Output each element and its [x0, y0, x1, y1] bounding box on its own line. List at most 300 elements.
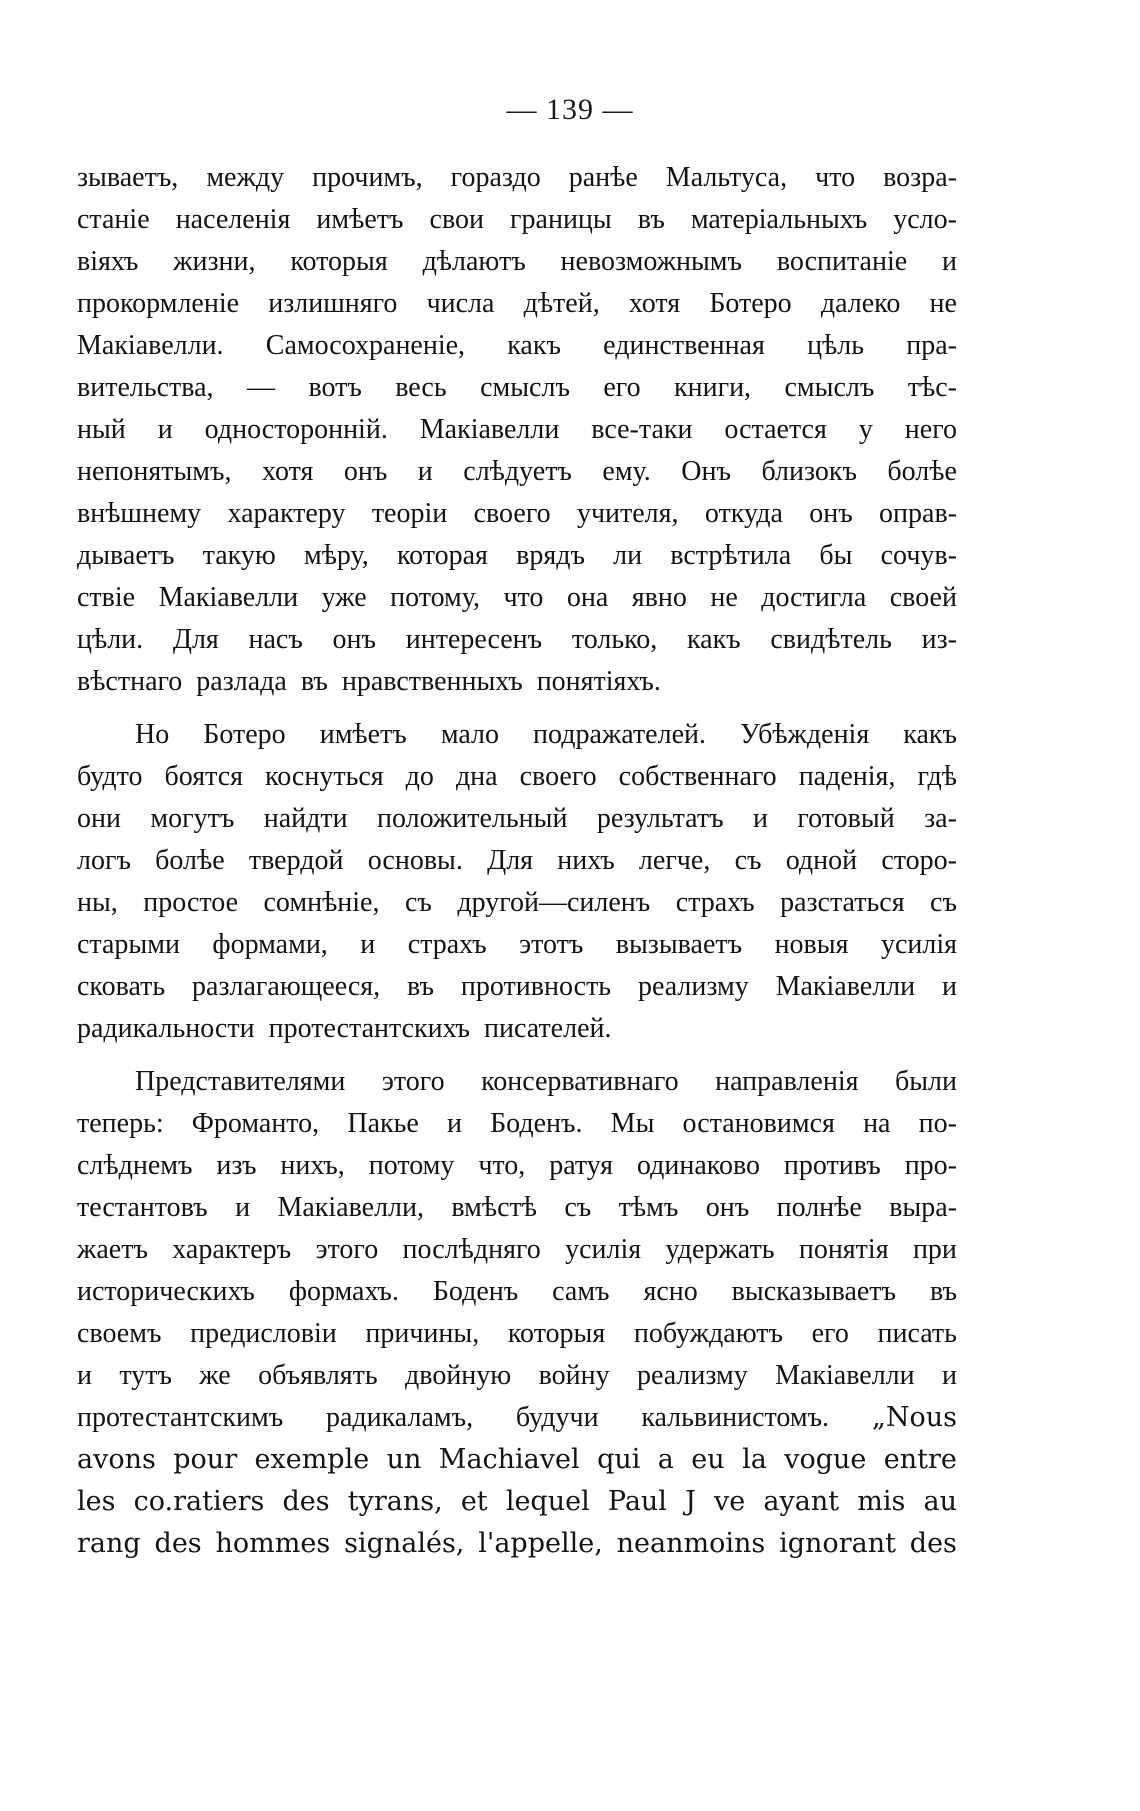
word: хотя — [628, 288, 681, 319]
word: ve — [714, 1486, 746, 1517]
word: des — [154, 1528, 202, 1559]
word: Самосохраненіе, — [265, 330, 466, 361]
word: дываетъ — [77, 540, 175, 571]
word: все-таки — [591, 414, 693, 445]
word: между — [206, 162, 285, 193]
word: вительства, — [77, 372, 214, 403]
word: прокормленіе — [77, 288, 240, 319]
text-line — [77, 1061, 957, 1103]
word: Убѣжденія — [740, 719, 870, 750]
word: полнѣе — [776, 1192, 862, 1223]
word: книги, — [674, 372, 752, 403]
word: самъ — [552, 1276, 610, 1307]
word: односторонній. — [204, 414, 388, 445]
word: она — [566, 582, 609, 613]
text-line — [77, 1439, 957, 1481]
word: сторо- — [881, 845, 957, 876]
word: Макіавелли — [775, 1360, 915, 1391]
text-line — [77, 1523, 957, 1565]
word: направленія — [715, 1066, 859, 1097]
word: уже — [321, 582, 367, 613]
word: Machiavel — [438, 1444, 580, 1475]
word: потому, — [390, 582, 480, 613]
word: Макіавелли, — [277, 1192, 425, 1223]
word: mis — [857, 1486, 906, 1517]
word: формами, — [212, 929, 328, 960]
word: понятіяхъ. — [536, 666, 661, 697]
word: ратуя — [549, 1150, 613, 1181]
word: формахъ. — [288, 1276, 399, 1307]
word: ясно — [643, 1276, 698, 1307]
word: онъ — [809, 498, 853, 529]
word: такую — [202, 540, 276, 571]
word: гдѣ — [917, 761, 957, 792]
word: la — [742, 1444, 767, 1475]
word: характеръ — [172, 1234, 292, 1265]
word: непонятымъ, — [77, 456, 232, 487]
word: Ботеро — [709, 288, 792, 319]
word: бы — [819, 540, 853, 571]
word: протестантскихъ — [268, 1013, 470, 1044]
word: жизни, — [173, 246, 256, 277]
word: смыслъ — [480, 372, 570, 403]
word: и — [446, 1108, 462, 1139]
word: ему. — [602, 456, 651, 487]
word: болѣе — [887, 456, 957, 487]
word: и — [360, 929, 376, 960]
word: un — [386, 1444, 422, 1475]
word: Для — [487, 845, 534, 876]
word: вѣстнаго — [77, 666, 183, 697]
word: разстаться — [780, 887, 905, 918]
paragraph — [77, 1061, 957, 1565]
word: имѣетъ — [319, 719, 407, 750]
word: Макіавелли — [419, 414, 560, 445]
text-line — [77, 882, 957, 924]
word: — — [247, 372, 275, 403]
word: Paul — [607, 1486, 667, 1517]
word: страхъ — [407, 929, 487, 960]
word: и — [235, 1192, 251, 1223]
word: цѣль — [807, 330, 864, 361]
word: въ — [637, 204, 665, 235]
word: одной — [785, 845, 858, 876]
text-line — [77, 241, 957, 283]
word: из- — [921, 624, 957, 655]
word: avons — [77, 1444, 156, 1475]
word: нихъ, — [280, 1150, 345, 1181]
word: теоріи — [371, 498, 448, 529]
word: Боденъ. — [490, 1108, 583, 1139]
word: тѣмъ — [618, 1192, 679, 1223]
word: онъ — [343, 456, 388, 487]
word: возра- — [883, 162, 957, 193]
text-line — [77, 325, 957, 367]
word: не — [710, 582, 738, 613]
word: Пакье — [347, 1108, 419, 1139]
text-line — [77, 283, 957, 325]
word: усилія — [565, 1234, 642, 1265]
word: историческихъ — [77, 1276, 255, 1307]
word: станіе — [77, 204, 150, 235]
text-line — [77, 367, 957, 409]
word: новыя — [774, 929, 849, 960]
word: этого — [381, 1066, 445, 1097]
word: выра- — [889, 1192, 957, 1223]
word: консервативнаго — [481, 1066, 679, 1097]
word: мало — [440, 719, 499, 750]
word: явно — [631, 582, 687, 613]
word: основы. — [367, 845, 463, 876]
word: Макіавелли — [775, 971, 916, 1002]
word: врядъ — [516, 540, 585, 571]
word: и — [417, 456, 433, 487]
text-line — [77, 1397, 957, 1439]
word: высказываетъ — [731, 1276, 897, 1307]
word: J — [685, 1486, 696, 1517]
text-line — [77, 1313, 957, 1355]
text-line — [77, 714, 957, 756]
word: могутъ — [150, 803, 235, 834]
word: Макіавелли — [158, 582, 299, 613]
text-line — [77, 1355, 957, 1397]
word: насъ — [248, 624, 303, 655]
text-line — [77, 1103, 957, 1145]
word: откуда — [704, 498, 783, 529]
word: „Nous — [871, 1402, 957, 1433]
word: сомнѣніе, — [263, 887, 380, 918]
text-line — [77, 1008, 957, 1050]
word: одинаково — [636, 1150, 760, 1181]
word: гораздо — [450, 162, 541, 193]
word: достигла — [761, 582, 867, 613]
word: Макіавелли. — [77, 330, 224, 361]
word: какъ — [686, 624, 741, 655]
word: остановимся — [682, 1108, 835, 1139]
word: разлагающееся, — [192, 971, 381, 1002]
text-line — [77, 199, 957, 241]
word: учителя, — [576, 498, 679, 529]
word: rang — [77, 1528, 141, 1559]
word: излишняго — [268, 288, 398, 319]
word: остается — [724, 414, 827, 445]
word: прочимъ, — [312, 162, 423, 193]
word: въ — [300, 666, 328, 697]
word: съ — [930, 887, 957, 918]
word: qui — [597, 1444, 641, 1475]
word: усилія — [880, 929, 957, 960]
word: съ — [564, 1192, 592, 1223]
word: радикаламъ, — [325, 1402, 474, 1433]
word: co.ratiers — [133, 1486, 265, 1517]
word: съ — [404, 887, 432, 918]
word: въ — [407, 971, 435, 1002]
word: его — [811, 1318, 849, 1349]
word: причины, — [365, 1318, 480, 1349]
word: Онъ — [681, 456, 731, 487]
word: les — [77, 1486, 116, 1517]
word: при — [912, 1234, 957, 1265]
word: разлада — [196, 666, 287, 697]
word: дѣлаютъ — [422, 246, 526, 277]
word: ны, — [77, 887, 118, 918]
word: твердой — [248, 845, 344, 876]
word: eu — [691, 1444, 725, 1475]
word: на — [863, 1108, 891, 1139]
word: теперь: — [77, 1108, 164, 1139]
word: предисловіи — [190, 1318, 337, 1349]
word: протестантскимъ — [77, 1402, 284, 1433]
word: найдти — [263, 803, 348, 834]
page-number: — 139 — — [506, 93, 634, 126]
word: lequel — [505, 1486, 590, 1517]
word: ignorant — [779, 1528, 896, 1559]
word: съ — [734, 845, 762, 876]
word: сочув- — [880, 540, 957, 571]
word: и — [77, 1360, 92, 1391]
word: вотъ — [308, 372, 362, 403]
word: были — [894, 1066, 957, 1097]
word: другой—силенъ — [457, 887, 651, 918]
text-line — [77, 535, 957, 577]
word: по- — [918, 1108, 957, 1139]
word: числа — [426, 288, 495, 319]
word: какъ — [507, 330, 561, 361]
word: слѣдуетъ — [463, 456, 572, 487]
word: будто — [77, 761, 143, 792]
word: пра- — [906, 330, 957, 361]
word: противность — [460, 971, 612, 1002]
word: удержать — [665, 1234, 775, 1265]
word: что — [503, 582, 544, 613]
word: воспитаніе — [776, 246, 908, 277]
word: въ — [929, 1276, 957, 1307]
word: онъ — [332, 624, 377, 655]
word: близокъ — [761, 456, 857, 487]
word: легче, — [638, 845, 711, 876]
word: дѣтей, — [523, 288, 600, 319]
word: Мы — [610, 1108, 655, 1139]
word: которыя — [290, 246, 388, 277]
word: онъ — [705, 1192, 750, 1223]
word: и — [752, 803, 768, 834]
word: противъ — [783, 1150, 881, 1181]
word: et — [460, 1486, 488, 1517]
word: реализму — [636, 1360, 748, 1391]
word: своемъ — [77, 1318, 162, 1349]
word: имѣетъ — [316, 204, 404, 235]
word: entre — [883, 1444, 957, 1475]
word: реализму — [637, 971, 749, 1002]
word: они — [77, 803, 121, 834]
word: vogue — [784, 1444, 867, 1475]
word: границы — [510, 204, 612, 235]
word: войну — [538, 1360, 610, 1391]
word: кальвинистомъ. — [641, 1402, 830, 1433]
text-line — [77, 1229, 957, 1271]
word: au — [923, 1486, 957, 1517]
word: свидѣтель — [770, 624, 892, 655]
word: населенія — [175, 204, 291, 235]
text-line — [77, 1481, 957, 1523]
word: Представителями — [135, 1066, 346, 1097]
word: радикальности — [77, 1013, 255, 1044]
word: дна — [455, 761, 498, 792]
word: Фроманто, — [191, 1108, 320, 1139]
word: у — [858, 414, 873, 445]
word: до — [405, 761, 434, 792]
word: подражателей. — [533, 719, 706, 750]
word: усло- — [893, 204, 957, 235]
word: потому — [368, 1150, 455, 1181]
word: neanmoins — [616, 1528, 766, 1559]
word: внѣшнему — [77, 498, 202, 529]
word: и — [942, 246, 957, 277]
word: жаетъ — [77, 1234, 148, 1265]
text-line — [77, 1271, 957, 1313]
word: не — [929, 288, 957, 319]
word: что — [815, 162, 856, 193]
word: которая — [396, 540, 488, 571]
text-line — [77, 409, 957, 451]
word: и — [942, 1360, 957, 1391]
word: hommes — [215, 1528, 331, 1559]
word: матеріальныхъ — [690, 204, 868, 235]
word: этотъ — [519, 929, 584, 960]
word: pour — [173, 1444, 238, 1475]
word: далеко — [820, 288, 901, 319]
word: зываетъ, — [77, 162, 179, 193]
word: нравственныхъ — [341, 666, 523, 697]
word: своей — [889, 582, 957, 613]
text-line — [77, 798, 957, 840]
word: Для — [172, 624, 219, 655]
word: положительный — [377, 803, 568, 834]
word: свои — [429, 204, 484, 235]
word: тѣс- — [907, 372, 957, 403]
word: писателей. — [484, 1013, 612, 1044]
word: Мальтуса, — [665, 162, 788, 193]
text-line — [77, 1145, 957, 1187]
text-line — [77, 493, 957, 535]
word: которыя — [507, 1318, 606, 1349]
paragraph-gap — [77, 1050, 957, 1061]
word: и — [157, 414, 173, 445]
word: простое — [143, 887, 239, 918]
word: des — [282, 1486, 330, 1517]
word: смыслъ — [784, 372, 875, 403]
word: Ботеро — [203, 719, 286, 750]
word: слѣднемъ — [77, 1150, 193, 1181]
word: хотя — [262, 456, 314, 487]
word: цѣли. — [77, 624, 144, 655]
text-line — [77, 924, 957, 966]
word: a — [657, 1444, 674, 1475]
word: результатъ — [596, 803, 724, 834]
word: что, — [478, 1150, 526, 1181]
word: логъ — [77, 845, 131, 876]
word: своего — [519, 761, 597, 792]
word: только, — [571, 624, 658, 655]
word: signalés, — [344, 1528, 465, 1559]
word: его — [603, 372, 641, 403]
word: des — [909, 1528, 957, 1559]
word: же — [199, 1360, 231, 1391]
word: за- — [924, 803, 957, 834]
paragraph-gap — [77, 703, 957, 714]
text-line — [77, 840, 957, 882]
word: l'appelle, — [478, 1528, 603, 1559]
word: нихъ — [557, 845, 615, 876]
word: мѣру, — [304, 540, 369, 571]
word: и — [942, 971, 957, 1002]
word: послѣдняго — [402, 1234, 541, 1265]
word: будучи — [515, 1402, 599, 1433]
word: Боденъ — [432, 1276, 519, 1307]
word: страхъ — [675, 887, 755, 918]
word: ли — [613, 540, 643, 571]
word: писать — [877, 1318, 957, 1349]
word: вызываетъ — [615, 929, 743, 960]
word: tyrans, — [347, 1486, 443, 1517]
word: двойную — [405, 1360, 512, 1391]
word: интересенъ — [405, 624, 543, 655]
text-line — [77, 451, 957, 493]
text-line — [77, 661, 957, 703]
word: вмѣстѣ — [451, 1192, 537, 1223]
word: ayant — [763, 1486, 840, 1517]
text-line — [77, 619, 957, 661]
text-line — [77, 157, 957, 199]
word: этого — [315, 1234, 379, 1265]
word: объявлять — [258, 1360, 378, 1391]
word: exemple — [254, 1444, 370, 1475]
word: невозможнымъ — [560, 246, 742, 277]
word: ранѣе — [568, 162, 638, 193]
word: тестантовъ — [77, 1192, 208, 1223]
word: ствіе — [77, 582, 136, 613]
text-line — [77, 577, 957, 619]
text-line — [77, 966, 957, 1008]
paragraph — [77, 157, 957, 703]
word: собственнаго — [618, 761, 777, 792]
word: готовый — [797, 803, 895, 834]
word: коснуться — [265, 761, 384, 792]
word: боятся — [164, 761, 244, 792]
word: віяхъ — [77, 246, 139, 277]
word: про- — [904, 1150, 957, 1181]
word: побуждаютъ — [633, 1318, 783, 1349]
word: понятія — [798, 1234, 889, 1265]
word: Но — [135, 719, 170, 750]
word: сковать — [77, 971, 166, 1002]
word: ный — [77, 414, 126, 445]
word: единственная — [603, 330, 765, 361]
word: паденія, — [798, 761, 896, 792]
word: изъ — [216, 1150, 257, 1181]
paragraph — [77, 714, 957, 1050]
word: тутъ — [119, 1360, 172, 1391]
body-text — [77, 157, 957, 1565]
word: него — [904, 414, 957, 445]
word: весь — [395, 372, 447, 403]
text-line — [77, 756, 957, 798]
text-line — [77, 1187, 957, 1229]
word: старыми — [77, 929, 180, 960]
word: болѣе — [155, 845, 225, 876]
word: какъ — [903, 719, 957, 750]
word: характеру — [227, 498, 346, 529]
